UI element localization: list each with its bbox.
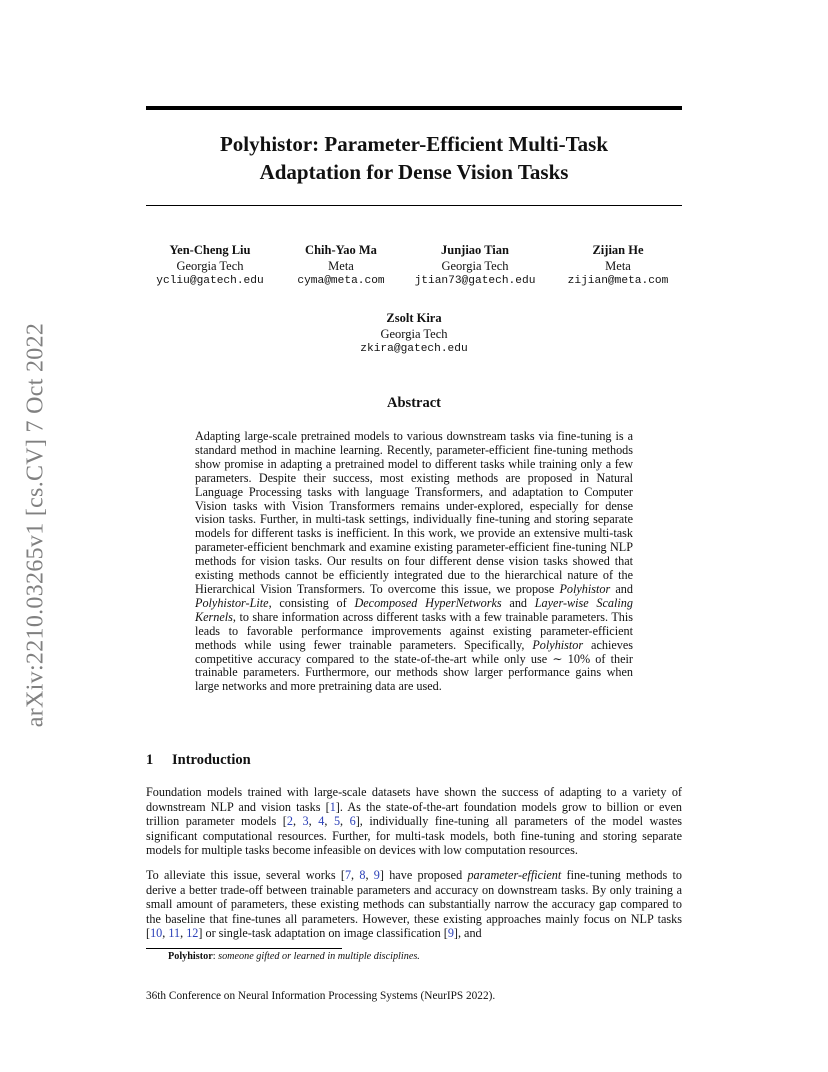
author [339, 311, 489, 358]
section-heading-introduction [146, 752, 251, 769]
author-affiliation: Meta [328, 258, 354, 273]
text-emphasis: parameter-efficient [467, 868, 562, 882]
citation-link[interactable]: 12 [186, 926, 199, 941]
citation-link[interactable]: 6 [349, 814, 356, 829]
citation-link[interactable]: 3 [302, 814, 309, 829]
citation-link[interactable]: 10 [150, 926, 163, 941]
abstract-emphasis: Decomposed HyperNetworks [354, 595, 502, 610]
author-name: Zijian He [592, 243, 644, 257]
text-segment: To alleviate this issue, several works [ [146, 868, 345, 882]
author [554, 243, 682, 290]
title-line-2: Adaptation for Dense Vision Tasks [259, 160, 569, 184]
citation-link[interactable]: 7 [344, 868, 352, 882]
author-affiliation: Georgia Tech [380, 326, 448, 341]
author [406, 243, 544, 290]
text-segment: ] have proposed [379, 868, 468, 882]
footnote-term: Polyhistor [168, 951, 213, 962]
text-segment: fine-tuning methods to derive a better trade-off between trainable parameters and accuracy on downstream tasks. By only training a small amount of parameters, these existing methods can substantially narrow the accuracy gap compared to the baseline that fine-tunes all parameters. However, these existing approaches mainly focus on NLP tasks [ [146, 868, 683, 941]
author-name: Yen-Cheng Liu [169, 243, 251, 257]
text-segment: ], individually fine-tuning all parameters of the model wastes significant computational resources. Further, for multi-task models, both fine-tuning and storing separate models for multiple tasks become infeasible on devices with low computation resources. [146, 814, 683, 858]
author-email[interactable]: jtian73@gatech.edu [414, 275, 536, 287]
title-top-rule [146, 106, 682, 110]
abstract-heading: Abstract [387, 395, 441, 411]
author-name: Zsolt Kira [386, 311, 442, 325]
paper-title [146, 130, 682, 186]
footnote-rule [146, 948, 342, 949]
author-affiliation: Georgia Tech [441, 258, 509, 273]
abstract-emphasis: Polyhistor-Lite [195, 595, 269, 610]
author-name: Junjiao Tian [441, 243, 509, 257]
citation-link[interactable]: 5 [333, 814, 341, 829]
footnote: Polyhistor: someone gifted or learned in multiple disciplines. [168, 951, 420, 962]
title-line-1: Polyhistor: Parameter-Efficient Multi-Task [219, 132, 609, 156]
abstract-segment: and [501, 595, 535, 610]
author-email[interactable]: zijian@meta.com [567, 275, 669, 287]
citation-link[interactable]: 2 [286, 814, 293, 829]
text-segment: ], and [453, 926, 482, 941]
text-segment: ] or single-task adaptation on image classification [ [198, 926, 448, 941]
abstract-segment: , to share information across different tasks with a few trainable parameters. This leads to favorable performance improvements against existing parameter-efficient methods while using fewer trainable parameters. Specifically, [195, 609, 633, 652]
text-segment: Foundation models trained with large-scale datasets have shown the success of adapting to a variety of downstream NLP and vision tasks [ [146, 785, 682, 814]
title-bottom-rule [146, 205, 682, 206]
intro-paragraph-1: Foundation models trained with large-scale datasets have shown the success of adapting to a variety of downstream NLP and vision tasks [1]. As the state-of-the-art foundation models grow to billion or even trillion parameter models [2, 3, 4, 5, 6], individually fine-tuning all parameters of the model wastes significant computational resources. Further, for multi-task models, both fine-tuning and storing separate models for multiple tasks become infeasible on devices with low computation resources. [146, 785, 683, 858]
author-affiliation: Meta [605, 258, 631, 273]
author [282, 243, 400, 290]
abstract-segment: Adapting large-scale pretrained models to various downstream tasks via fine-tuning is a standard method in machine learning. Recently, parameter-efficient fine-tuning methods show promise in adapting a pretrained model to different tasks while training only a few parameters. Despite their success, most existing methods are proposed in Natural Language Processing tasks with language Transformers, and adaptation to Computer Vision tasks with Vision Transformers remains under-explored, especially for dense vision tasks. Further, in multi-task settings, individually fine-tuning and storing separate models for different tasks is inefficient. In this work, we provide an extensive multi-task parameter-efficient benchmark and examine existing parameter-efficient fine-tuning NLP methods for vision tasks. Our results on four different dense vision tasks showed that existing methods cannot be efficiently integrated due to the hierarchical nature of the Hierarchical Vision Transformers. To overcome this issue, we propose [195, 429, 633, 596]
arxiv-id: arXiv:2210.03265v1 [cs.CV] 7 Oct 2022 [22, 322, 49, 728]
citation-link[interactable]: 4 [318, 814, 325, 829]
author [146, 243, 274, 290]
citation-link[interactable]: 11 [168, 926, 181, 941]
author-affiliation: Georgia Tech [176, 258, 244, 273]
author-email[interactable]: cyma@meta.com [297, 275, 385, 287]
footnote-definition: someone gifted or learned in multiple disciplines. [218, 951, 420, 962]
abstract-emphasis: Polyhistor [532, 637, 584, 652]
venue-note: 36th Conference on Neural Information Processing Systems (NeurIPS 2022). [146, 990, 496, 1002]
author-email[interactable]: ycliu@gatech.edu [156, 275, 264, 287]
text-segment: ]. As the state-of-the-art foundation models grow to billion or even trillion parameter models [ [146, 799, 682, 829]
abstract-segment: achieves competitive accuracy compared to the state-of-the-art while only use ∼ 10% of their trainable parameters. Furthermore, our methods show larger performance gains when large networks and more pretraining data are used. [195, 637, 633, 694]
abstract-segment: and [610, 581, 633, 596]
abstract-segment: , consisting of [268, 595, 355, 610]
section-number: 1 [146, 752, 154, 768]
abstract-emphasis: Layer-wise Scaling Kernels [195, 595, 633, 624]
abstract-text [195, 430, 633, 694]
citation-link[interactable]: 1 [329, 799, 336, 814]
author-email[interactable]: zkira@gatech.edu [360, 343, 468, 355]
intro-paragraph-2: To alleviate this issue, several works [7, 8, 9] have proposed parameter-efficient fine-tuning methods to derive a better trade-off between trainable parameters and accuracy on downstream tasks. By only training a small amount of parameters, these existing methods can substantially narrow the accuracy gap compared to the baseline that fine-tunes all parameters. However, these existing approaches mainly focus on NLP tasks [10, 11, 12] or single-task adaptation on image classification [9], and [146, 868, 683, 941]
section-title: Introduction [172, 752, 251, 768]
citation-link[interactable]: 8 [359, 868, 366, 882]
author-name: Chih-Yao Ma [305, 243, 377, 257]
abstract-emphasis: Polyhistor [559, 581, 611, 596]
citation-link[interactable]: 9 [373, 868, 380, 882]
citation-link[interactable]: 9 [447, 926, 454, 941]
